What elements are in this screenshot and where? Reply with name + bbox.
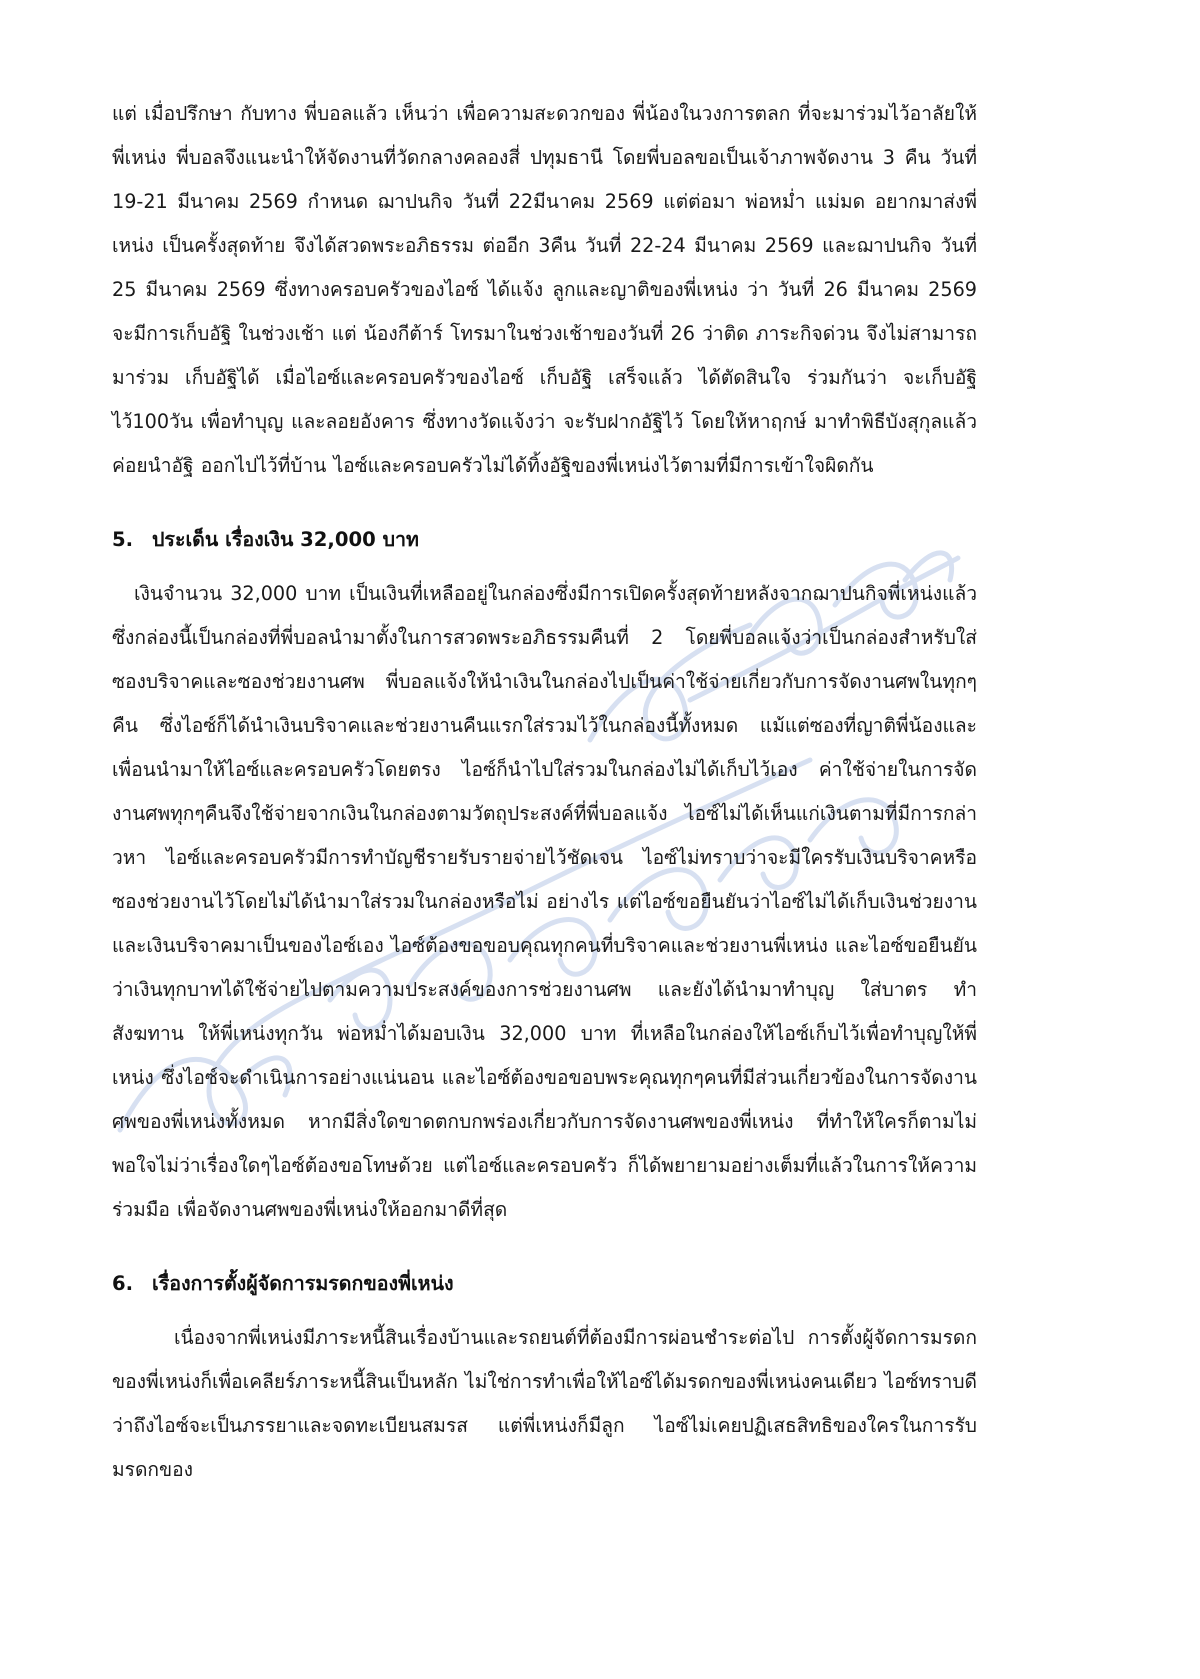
section-heading-5 xyxy=(112,518,977,562)
section-heading-6 xyxy=(112,1262,977,1306)
document-body xyxy=(112,92,977,1492)
section-body-5: เงินจำนวน 32,000 บาท เป็นเงินที่เหลืออยู่ในกล่องซึ่งมีการเปิดครั้งสุดท้ายหลังจากฌาปนกิจพี่เหน่งแล้ว ซึ่งกล่องนี้เป็นกล่องที่พี่บอลนำมาตั้งในการสวดพระอภิธรรมคืนที่ 2 โดยพี่บอลแจ้งว่าเป็นกล่องสำหรับใส่ซองบริจาคและซองช่วยงานศพ พี่บอลแจ้งให้นำเงินในกล่องไปเป็นค่าใช้จ่ายเกี่ยวกับการจัดงานศพในทุกๆคืน ซึ่งไอซ์ก็ได้นำเงินบริจาคและช่วยงานคืนแรกใส่รวมไว้ในกล่องนี้ทั้งหมด แม้แต่ซองที่ญาติพี่น้องและเพื่อนนำมาให้ไอซ์และครอบครัวโดยตรง ไอซ์ก็นำไปใส่รวมในกล่องไม่ได้เก็บไว้เอง ค่าใช้จ่ายในการจัดงานศพทุกๆคืนจึงใช้จ่ายจากเงินในกล่องตามวัตถุประสงค์ที่พี่บอลแจ้ง ไอซ์ไม่ได้เห็นแก่เงินตามที่มีการกล่าวหา ไอซ์และครอบครัวมีการทำบัญชีรายรับรายจ่ายไว้ชัดเจน ไอซ์ไม่ทราบว่าจะมีใครรับเงินบริจาคหรือซองช่วยงานไว้โดยไม่ได้นำมาใส่รวมในกล่องหรือไม่ อย่างไร แต่ไอซ์ขอยืนยันว่าไอซ์ไม่ได้เก็บเงินช่วยงานและเงินบริจาคมาเป็นของไอซ์เอง ไอซ์ต้องขอขอบคุณทุกคนที่บริจาคและช่วยงานพี่เหน่ง และไอซ์ขอยืนยันว่าเงินทุกบาทได้ใช้จ่ายไปตามความประสงค์ของการช่วยงานศพ และยังได้นำมาทำบุญ ใส่บาตร ทำสังฆทาน ให้พี่เหน่งทุกวัน พ่อหม่ำได้มอบเงิน 32,000 บาท ที่เหลือในกล่องให้ไอซ์เก็บไว้เพื่อทำบุญให้พี่เหน่ง ซึ่งไอซ์จะดำเนินการอย่างแน่นอน และไอซ์ต้องขอขอบพระคุณทุกๆคนที่มีส่วนเกี่ยวข้องในการจัดงานศพของพี่เหน่งทั้งหมด หากมีสิ่งใดขาดตกบกพร่องเกี่ยวกับการจัดงานศพของพี่เหน่ง ที่ทำให้ใครก็ตามไม่พอใจไม่ว่าเรื่องใดๆไอซ์ต้องขอโทษด้วย แต่ไอซ์และครอบครัว ก็ได้พยายามอย่างเต็มที่แล้วในการให้ความร่วมมือ เพื่อจัดงานศพของพี่เหน่งให้ออกมาดีที่สุด xyxy=(112,582,977,1221)
section-title-6: เรื่องการตั้งผู้จัดการมรดกของพี่เหน่ง xyxy=(152,1272,454,1295)
section-title-5: ประเด็น เรื่องเงิน 32,000 บาท xyxy=(152,528,419,551)
section-body-6: เนื่องจากพี่เหน่งมีภาระหนี้สินเรื่องบ้านและรถยนต์ที่ต้องมีการผ่อนชำระต่อไป การตั้งผู้จัดการมรดกของพี่เหน่งก็เพื่อเคลียร์ภาระหนี้สินเป็นหลัก ไม่ใช่การทำเพื่อให้ไอซ์ได้มรดกของพี่เหน่งคนเดียว ไอซ์ทราบดีว่าถึงไอซ์จะเป็นภรรยาและจดทะเบียนสมรส แต่พี่เหน่งก็มีลูก ไอซ์ไม่เคยปฏิเสธสิทธิของใครในการรับมรดกของ xyxy=(112,1326,977,1481)
section-number-6: 6. xyxy=(112,1272,134,1295)
section-number-5: 5. xyxy=(112,528,134,551)
paragraph-continuation: แต่ เมื่อปรึกษา กับทาง พี่บอลแล้ว เห็นว่า เพื่อความสะดวกของ พี่น้องในวงการตลก ที่จะมาร่วมไว้อาลัยให้พี่เหน่ง พี่บอลจึงแนะนำให้จัดงานที่วัดกลางคลองสี่ ปทุมธานี โดยพี่บอลขอเป็นเจ้าภาพจัดงาน 3 คืน วันที่ 19-21 มีนาคม 2569 กำหนด ฌาปนกิจ วันที่ 22มีนาคม 2569 แต่ต่อมา พ่อหม่ำ แม่มด อยากมาส่งพี่เหน่ง เป็นครั้งสุดท้าย จึงได้สวดพระอภิธรรม ต่ออีก 3คืน วันที่ 22-24 มีนาคม 2569 และฌาปนกิจ วันที่ 25 มีนาคม 2569 ซึ่งทางครอบครัวของไอซ์ ได้แจ้ง ลูกและญาติของพี่เหน่ง ว่า วันที่ 26 มีนาคม 2569 จะมีการเก็บอัฐิ ในช่วงเช้า แต่ น้องกีต้าร์ โทรมาในช่วงเช้าของวันที่ 26 ว่าติด ภาระกิจด่วน จึงไม่สามารถมาร่วม เก็บอัฐิได้ เมื่อไอซ์และครอบครัวของไอซ์ เก็บอัฐิ เสร็จแล้ว ได้ตัดสินใจ ร่วมกันว่า จะเก็บอัฐิ ไว้100วัน เพื่อทำบุญ และลอยอังคาร ซึ่งทางวัดแจ้งว่า จะรับฝากอัฐิไว้ โดยให้หาฤกษ์ มาทำพิธีบังสุกุลแล้วค่อยนำอัฐิ ออกไปไว้ที่บ้าน ไอซ์และครอบครัวไม่ได้ทิ้งอัฐิของพี่เหน่งไว้ตามที่มีการเข้าใจผิดกัน xyxy=(112,102,977,477)
